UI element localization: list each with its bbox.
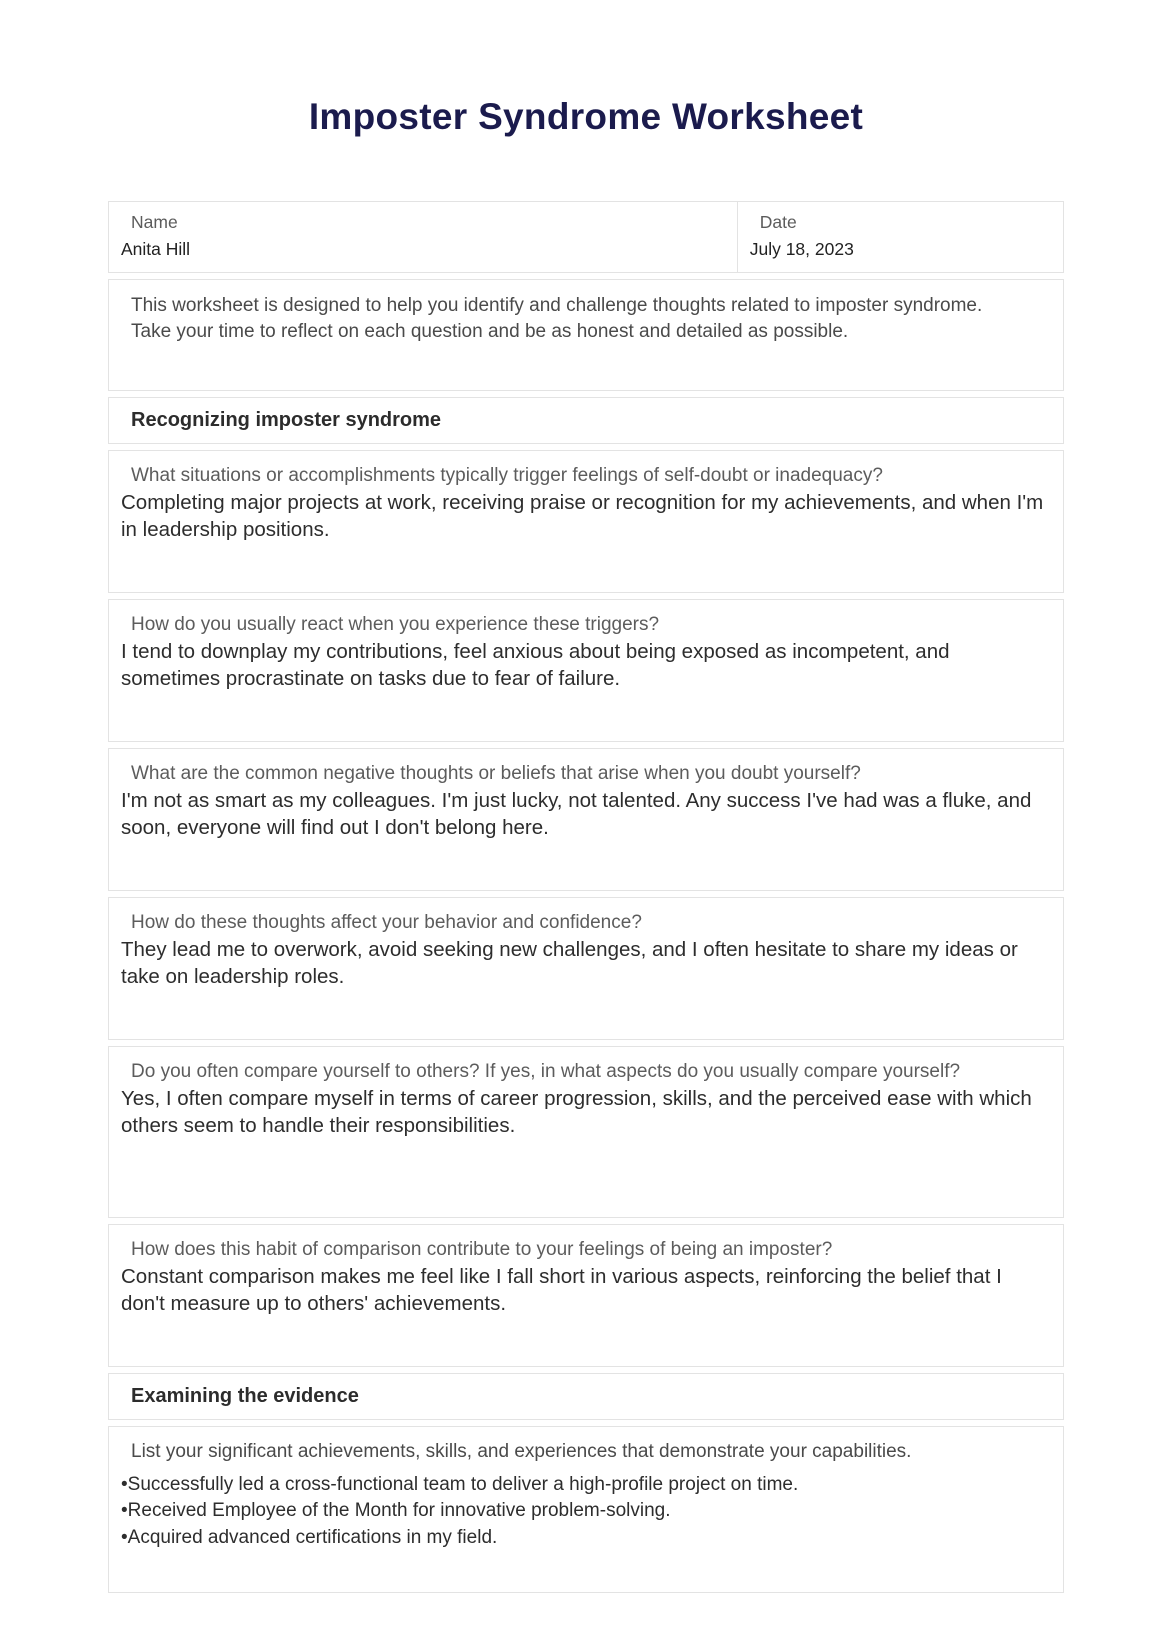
date-value: July 18, 2023 <box>749 239 854 259</box>
prompt-text: List your significant achievements, skills, and experiences that demonstrate your capabilities. <box>131 1441 912 1462</box>
question-text: How do these thoughts affect your behavior and confidence? <box>131 912 642 933</box>
list-item: • Successfully led a cross-functional team to deliver a high-profile project on time. <box>121 1473 1051 1498</box>
worksheet-body <box>108 201 1064 1593</box>
date-label: Date <box>759 212 797 232</box>
list-item: • Acquired advanced certifications in my field. <box>121 1526 1051 1551</box>
qa-block-behavior-confidence <box>108 897 1064 1040</box>
list-item: • Received Employee of the Month for innovative problem-solving. <box>121 1499 1051 1524</box>
question-text: Do you often compare yourself to others? If yes, in what aspects do you usually compare yourself? <box>131 1061 961 1082</box>
name-label: Name <box>131 212 178 232</box>
qa-block-comparison <box>108 1046 1064 1218</box>
section-header-recognizing-label: Recognizing imposter syndrome <box>131 409 442 431</box>
name-cell <box>109 202 737 272</box>
intro-text: This worksheet is designed to help you identify and challenge thoughts related to imposter syndrome. Take your time to reflect on each question and be as honest and detailed as possible. <box>131 295 983 342</box>
question-text: What are the common negative thoughts or beliefs that arise when you doubt yourself? <box>131 763 861 784</box>
section-header-examining <box>108 1373 1064 1420</box>
question-text: How do you usually react when you experience these triggers? <box>131 614 660 635</box>
answer-text: Constant comparison makes me feel like I fall short in various aspects, reinforcing the belief that I don't measure up to others' achievements. <box>121 1265 1002 1316</box>
answer-text: Yes, I often compare myself in terms of career progression, skills, and the perceived ease with which others seem to handle their responsibilities. <box>121 1087 1032 1138</box>
answer-text: I tend to downplay my contributions, feel anxious about being exposed as incompetent, and sometimes procrastinate on tasks due to fear of failure. <box>121 640 950 691</box>
question-text: What situations or accomplishments typically trigger feelings of self-doubt or inadequacy? <box>131 465 883 486</box>
intro-block <box>108 279 1064 391</box>
page-title: Imposter Syndrome Worksheet <box>308 96 864 137</box>
qa-block-negative-thoughts <box>108 748 1064 891</box>
qa-block-reactions <box>108 599 1064 742</box>
question-text: How does this habit of comparison contribute to your feelings of being an imposter? <box>131 1239 833 1260</box>
section-header-examining-label: Examining the evidence <box>131 1385 359 1407</box>
achievements-list <box>121 1473 1051 1551</box>
evidence-block <box>108 1426 1064 1593</box>
qa-block-comparison-imposter <box>108 1224 1064 1367</box>
info-table <box>108 201 1064 273</box>
qa-block-triggers <box>108 450 1064 593</box>
date-cell <box>737 202 1063 272</box>
name-value: Anita Hill <box>121 239 191 259</box>
answer-text: They lead me to overwork, avoid seeking new challenges, and I often hesitate to share my ideas or take on leadership roles. <box>121 938 1018 989</box>
answer-text: Completing major projects at work, receiving praise or recognition for my achievements, and when I'm in leadership positions. <box>121 491 1044 542</box>
answer-text: I'm not as smart as my colleagues. I'm just lucky, not talented. Any success I've had was a fluke, and soon, everyone will find out I don't belong here. <box>121 789 1032 840</box>
section-header-recognizing <box>108 397 1064 444</box>
